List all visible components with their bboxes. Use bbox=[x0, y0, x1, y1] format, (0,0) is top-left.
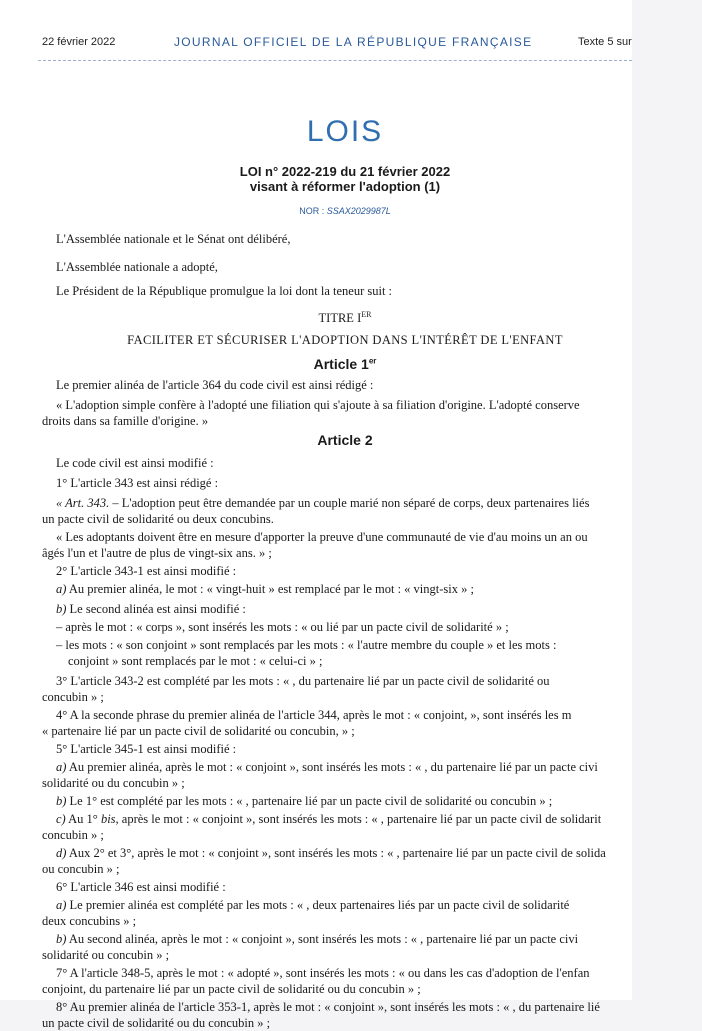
article-2-line: a) Au premier alinéa, après le mot : « conjoint », sont insérés les mots : « , du partenaire lié par un pacte civi bbox=[56, 760, 598, 774]
article-2-heading: Article 2 bbox=[317, 432, 373, 448]
nor-reference bbox=[0, 206, 690, 216]
titre-text: TITRE I bbox=[318, 311, 362, 325]
preamble-paragraph-3: Le Président de la République promulgue la loi dont la teneur suit : bbox=[56, 284, 393, 298]
article-1-heading-text: Article 1 bbox=[313, 356, 369, 372]
preamble-paragraph-1: L'Assemblée nationale et le Sénat ont délibéré, bbox=[56, 232, 291, 246]
preamble-paragraph-2: L'Assemblée nationale a adopté, bbox=[56, 260, 218, 274]
article-2-line: – après le mot : « corps », sont insérés les mots : « ou lié par un pacte civil de solidarité » ; bbox=[56, 620, 509, 634]
titre-heading: FACILITER ET SÉCURISER L'ADOPTION DANS L'INTÉRÊT DE L'ENFANT bbox=[127, 333, 563, 347]
article-1-heading-sup: er bbox=[368, 356, 377, 366]
law-title bbox=[0, 164, 690, 194]
header-divider bbox=[38, 60, 632, 61]
article-2-line: concubin » ; bbox=[42, 828, 104, 842]
article-2-line: concubin » ; bbox=[42, 690, 104, 704]
article-2-line: 7° A l'article 348-5, après le mot : « adopté », sont insérés les mots : « ou dans les cas d'adoption de l'enfan bbox=[56, 966, 590, 980]
article-2-line: conjoint » sont remplacés par le mot : « celui-ci » ; bbox=[68, 654, 323, 668]
article-2-line: 1° L'article 343 est ainsi rédigé : bbox=[56, 476, 219, 490]
article-2-line: « Art. 343. – L'adoption peut être demandée par un couple marié non séparé de corps, deux partenaires liés bbox=[56, 496, 590, 510]
article-2-line: – les mots : « son conjoint » sont remplacés par les mots : « l'autre membre du couple » et les mots : bbox=[56, 638, 557, 652]
article-2-line: b) Au second alinéa, après le mot : « conjoint », sont insérés les mots : « , partenaire lié par un pacte civi bbox=[56, 932, 579, 946]
article-2-line: 5° L'article 345-1 est ainsi modifié : bbox=[56, 742, 237, 756]
law-title-line-1: LOI n° 2022-219 du 21 février 2022 bbox=[239, 164, 451, 179]
article-1-line-3: droits dans sa famille d'origine. » bbox=[42, 414, 209, 428]
article-2-line: deux concubins » ; bbox=[42, 914, 137, 928]
law-title-line-2: visant à réformer l'adoption (1) bbox=[249, 179, 441, 194]
titre-label bbox=[0, 311, 690, 326]
article-1-heading bbox=[0, 356, 690, 372]
article-2-line: conjoint, du partenaire lié par un pacte civil de solidarité ou du concubin » ; bbox=[42, 982, 421, 996]
article-2-line: 3° L'article 343-2 est complété par les mots : « , du partenaire lié par un pacte civil de solidarité ou bbox=[56, 674, 550, 688]
article-2-line: solidarité ou concubin » ; bbox=[42, 948, 170, 962]
header-journal-title: JOURNAL OFFICIEL DE LA RÉPUBLIQUE FRANÇAISE bbox=[174, 35, 533, 49]
nor-value: SSAX2029987L bbox=[326, 206, 391, 216]
article-2-line: 8° Au premier alinéa de l'article 353-1, après le mot : « conjoint », sont insérés les mots : « , du partenaire lié bbox=[56, 1000, 600, 1014]
article-2-line: un pacte civil de solidarité ou deux concubins. bbox=[42, 512, 274, 526]
article-1-line-1: Le premier alinéa de l'article 364 du code civil est ainsi rédigé : bbox=[56, 378, 374, 392]
page-header bbox=[0, 36, 632, 52]
article-2-line: a) Au premier alinéa, le mot : « vingt-huit » est remplacé par le mot : « vingt-six » ; bbox=[56, 582, 474, 596]
nor-label: NOR : bbox=[299, 206, 325, 216]
article-2-line: ou concubin » ; bbox=[42, 862, 120, 876]
article-2-line: b) Le 1° est complété par les mots : « , partenaire lié par un pacte civil de solidarité ou concubin » ; bbox=[56, 794, 553, 808]
article-2-line: « Les adoptants doivent être en mesure d'apporter la preuve d'une communauté de vie d'au moins un an ou bbox=[56, 530, 588, 544]
article-2-line: 6° L'article 346 est ainsi modifié : bbox=[56, 880, 226, 894]
article-2-line: « partenaire lié par un pacte civil de solidarité ou concubin, » ; bbox=[42, 724, 355, 738]
header-date: 22 février 2022 bbox=[42, 36, 116, 48]
article-2-line: b) Le second alinéa est ainsi modifié : bbox=[56, 602, 246, 616]
titre-sup: ER bbox=[361, 309, 372, 319]
article-2-line: solidarité ou du concubin » ; bbox=[42, 776, 185, 790]
article-2-line: d) Aux 2° et 3°, après le mot : « conjoint », sont insérés les mots : « , partenaire lié par un pacte civil de solida bbox=[56, 846, 606, 860]
article-2-line: 4° A la seconde phrase du premier alinéa de l'article 344, après le mot : « conjoint, », sont insérés les m bbox=[56, 708, 572, 722]
article-2-line: âgés l'un et l'autre de plus de vingt-six ans. » ; bbox=[42, 546, 272, 560]
article-2-line: c) Au 1° bis, après le mot : « conjoint », sont insérés les mots : « , partenaire lié par un pacte civil de solidarit bbox=[56, 812, 602, 826]
header-text-number: Texte 5 sur bbox=[578, 36, 632, 48]
article-2-line: un pacte civil de solidarité ou du concubin » ; bbox=[42, 1016, 271, 1030]
article-2-line: Le code civil est ainsi modifié : bbox=[56, 456, 214, 470]
article-2-line: a) Le premier alinéa est complété par les mots : « , deux partenaires liés par un pacte civil de solidarité bbox=[56, 898, 570, 912]
article-2-line: 2° L'article 343-1 est ainsi modifié : bbox=[56, 564, 237, 578]
article-1-line-2: « L'adoption simple confère à l'adopté une filiation qui s'ajoute à sa filiation d'origine. L'adopté conserve bbox=[56, 398, 580, 412]
article-reference: « Art. 343. bbox=[56, 496, 110, 510]
section-title: LOIS bbox=[306, 115, 384, 148]
